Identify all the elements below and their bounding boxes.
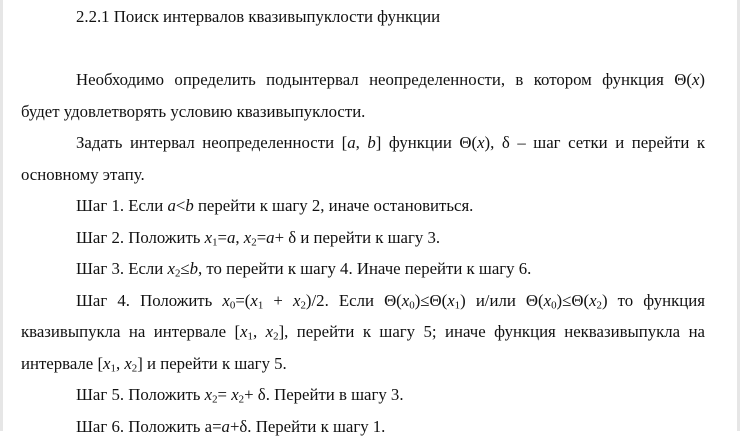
- paragraph-setup-line-1: Задать интервал неопределенности [a, b] функции Θ(x), δ – шаг сетки и перейти к: [21, 127, 705, 159]
- paragraph-goal-line-1: Необходимо определить подынтервал неопределенности, в котором функция Θ(x): [21, 64, 705, 96]
- step-4-line-1: Шаг 4. Положить $x_0=(x_1 + x_2)/2$. Если $\Theta(x_0)\le\Theta(x_1)$ и/или $\Theta(x_0)\le\Theta(x_2)$ то функция: [21, 285, 705, 317]
- document-body: [21, 4, 705, 442]
- paragraph-setup-line-2: основному этапу.: [21, 159, 705, 191]
- blank-line: [21, 30, 705, 64]
- paragraph-goal-line-2: будет удовлетворять условию квазивыпуклости.: [21, 96, 705, 128]
- step-4-line-2: квазивыпукла на интервале [$x_1$, $x_2$], перейти к шагу 5; иначе функция неквазивыпукла на: [21, 316, 705, 348]
- step-5: Шаг 5. Положить $x_2= x_2+ \delta$. Перейти в шагу 3.: [21, 379, 705, 411]
- section-heading: 2.2.1 Поиск интервалов квазивыпуклости функции: [76, 4, 705, 30]
- step-4-line-3: интервале [$x_1$, $x_2$] и перейти к шагу 5.: [21, 348, 705, 380]
- step-3: Шаг 3. Если $x_2\le b$, то перейти к шагу 4. Иначе перейти к шагу 6.: [21, 253, 705, 285]
- step-1: Шаг 1. Если a<b перейти к шагу 2, иначе остановиться.: [21, 190, 705, 222]
- step-2: Шаг 2. Положить $x_1=a$, $x_2=a+ \delta$ и перейти к шагу 3.: [21, 222, 705, 254]
- step-6: Шаг 6. Положить a=a+δ. Перейти к шагу 1.: [21, 411, 705, 442]
